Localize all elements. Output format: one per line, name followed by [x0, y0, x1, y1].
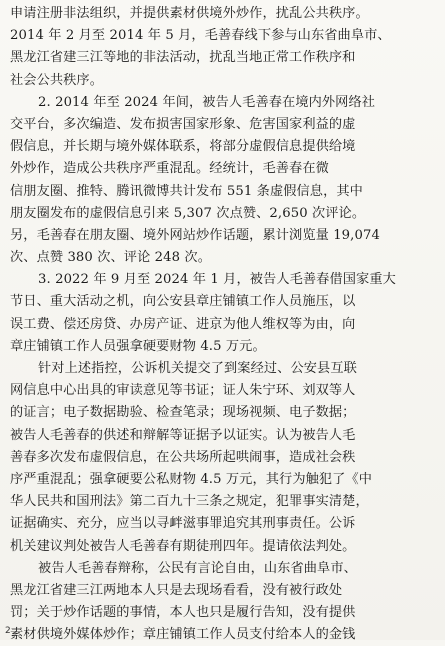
text-line: 序严重混乱；强拿硬要公私财物 4.5 万元，其行为触犯了《中 — [10, 471, 373, 487]
text-line: 假信息，并长期与境外媒体联系，将部分虚假信息提供给境 — [10, 139, 356, 155]
text-line: 误工费、偿还房贷、办房产证、进京为他人维权等为由，向 — [10, 316, 356, 332]
text-line: 素材供境外媒体炒作；章庄铺镇工作人员支付给本人的金钱 — [10, 627, 356, 643]
text-line: 的证言；电子数据勘验、检查笔录；现场视频、电子数据； — [10, 405, 356, 421]
text-line: 2014 年 2 月至 2014 年 5 月，毛善春线下参与山东省曲阜市、 — [10, 28, 391, 44]
document-body — [10, 3, 438, 646]
text-line: 被告人毛善春的供述和辩解等证据予以证实。认为被告人毛 — [10, 427, 356, 443]
paragraph-start-line: 被告人毛善春辩称，公民有言论自由，山东省曲阜市、 — [38, 560, 357, 576]
text-line: 证据确实、充分，应当以寻衅滋事罪追究其刑事责任。公诉 — [10, 516, 356, 532]
page-number: 2 — [5, 626, 11, 636]
text-line: 黑龙江省建三江两地本人只是去现场看看，没有被行政处 — [10, 582, 343, 598]
text-line: 机关建议判处被告人毛善春有期徒刑四年。提请依法判处。 — [10, 538, 356, 554]
text-line: 节日、重大活动之机，向公安县章庄铺镇工作人员施压，以 — [10, 294, 356, 310]
paragraph-start-line: 针对上述指控，公诉机关提交了到案经过、公安县互联 — [38, 361, 357, 376]
text-line: 黑龙江省建三江等地的非法活动，扰乱当地正常工作秩序和 — [10, 50, 356, 66]
text-line: 外炒作，造成公共秩序严重混乱。经统计，毛善春在微 — [10, 161, 329, 177]
text-line: 罚；关于炒作话题的事情，本人也只是履行告知，没有提供 — [10, 605, 356, 621]
text-line: 交平台，多次编造、发布损害国家形象、危害国家利益的虚 — [10, 116, 356, 132]
text-line: 次、点赞 380 次、评论 248 次。 — [10, 250, 211, 266]
paragraph-start-line: 2. 2014 年至 2024 年间，被告人毛善春在境内外网络社 — [38, 94, 376, 110]
text-line: 申请注册非法组织，并提供素材供境外炒作，扰乱公共秩序。 — [10, 6, 369, 21]
text-line: 另，毛善春在朋友圈、境外网站炒作话题，累计浏览量 19,074 — [10, 227, 380, 243]
text-line: 朋友圈发布的虚假信息引来 5,307 次点赞、2,650 次评论。 — [10, 205, 366, 221]
paragraph-start-line: 3. 2022 年 9 月至 2024 年 1 月，被告人毛善春借国家重大 — [38, 272, 396, 288]
text-line: 善春多次发布虚假信息，在公共场所起哄闹事，造成社会秩 — [10, 449, 356, 465]
text-line: 网信息中心出具的审读意见等书证；证人朱宁环、刘双等人 — [10, 383, 356, 399]
text-line: 华人民共和国刑法》第二百九十三条之规定，犯罪事实清楚， — [10, 494, 369, 510]
text-line: 信朋友圈、推特、腾讯微博共计发布 551 条虚假信息，其中 — [10, 183, 363, 199]
text-line: 章庄铺镇工作人员强拿硬要财物 4.5 万元。 — [10, 338, 266, 354]
text-line: 社会公共秩序。 — [10, 72, 104, 88]
